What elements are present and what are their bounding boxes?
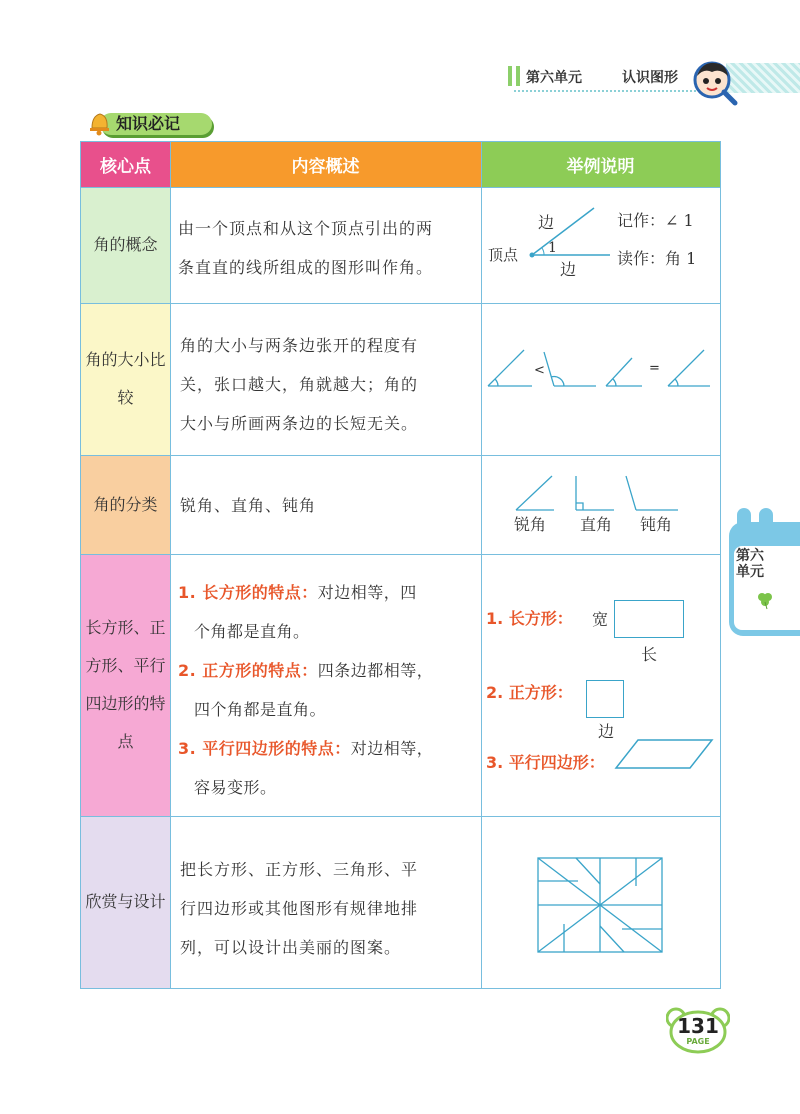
square-shape [586, 680, 624, 718]
angle-definition-figure [486, 200, 616, 280]
parallelogram-shape [614, 738, 716, 772]
header-example: 举例说明 [481, 142, 720, 187]
header-summary: 内容概述 [170, 142, 481, 187]
table-divider [81, 816, 720, 817]
table-divider [81, 303, 720, 304]
row1-key: 角的概念 [81, 187, 170, 303]
square-label: 2. 正方形： [486, 683, 573, 702]
bell-icon [86, 108, 112, 136]
angle-types-figure [510, 472, 710, 540]
obtuse-label: 钝角 [640, 515, 673, 534]
angle-reading: 读作：角 1 [617, 249, 697, 268]
vertex-label: 顶点 [488, 246, 519, 264]
row3-key: 角的分类 [81, 455, 170, 554]
width-label: 宽 [592, 610, 609, 629]
side-label: 边 [598, 722, 615, 741]
unit-side-tab [729, 508, 800, 638]
angle-compare-figure [484, 344, 716, 394]
side-label-bottom: 边 [560, 260, 577, 279]
table-divider [81, 455, 720, 456]
row1-content: 由一个顶点和从这个顶点引出的两 条直直的线所组成的图形叫作角。 [178, 219, 434, 277]
header-dotted-line [514, 90, 704, 92]
side-tab-label: 第六单元 [736, 548, 764, 580]
less-than-sign: < [534, 363, 545, 378]
row4-content: 1. 长方形的特点：对边相等，四 个角都是直角。 2. 正方形的特点：四条边都相等， 四个角都是直角。 3. 平行四边形的特点：对边相等， 容易变形。 [178, 583, 434, 797]
parallelogram-label: 3. 平行四边形： [486, 753, 605, 772]
row5-key: 欣赏与设计 [81, 816, 170, 988]
header-core: 核心点 [81, 142, 170, 187]
row3-content: 锐角、直角、钝角 [180, 496, 317, 515]
rectangle-shape [614, 600, 684, 638]
section-badge [86, 108, 214, 134]
angle-number: 1 [548, 240, 557, 256]
table-divider [481, 142, 482, 988]
side-label-top: 边 [538, 213, 555, 232]
row2-key: 角的大小比较 [81, 303, 170, 455]
mascot-magnifier-icon [692, 60, 738, 106]
table-divider [170, 142, 171, 988]
topic-title: 认识图形 [622, 70, 678, 86]
row5-content: 把长方形、正方形、三角形、平 行四边形或其他图形有规律地排 列，可以设计出美丽的图案。 [180, 860, 419, 957]
page-number: 131 [677, 1014, 719, 1038]
clover-icon [755, 590, 775, 610]
page-number-badge [666, 1006, 730, 1054]
length-label: 长 [641, 645, 658, 664]
page-label: PAGE [686, 1037, 710, 1046]
unit-title: 第六单元 [526, 70, 582, 86]
table-divider [81, 554, 720, 555]
angle-notation: 记作：∠ 1 [617, 211, 694, 230]
rectangle-label: 1. 长方形： [486, 609, 573, 628]
section-title: 知识必记 [116, 114, 181, 133]
row2-content: 角的大小与两条边张开的程度有 关，张口越大，角就越大；角的 大小与所画两条边的长短无关。 [180, 336, 419, 433]
equal-sign: = [649, 361, 660, 376]
row4-key: 长方形、正方形、平行四边形的特点 [81, 554, 170, 816]
right-label: 直角 [580, 515, 613, 534]
pattern-design-figure [536, 856, 664, 954]
acute-label: 锐角 [514, 515, 547, 534]
table-divider [81, 187, 720, 188]
